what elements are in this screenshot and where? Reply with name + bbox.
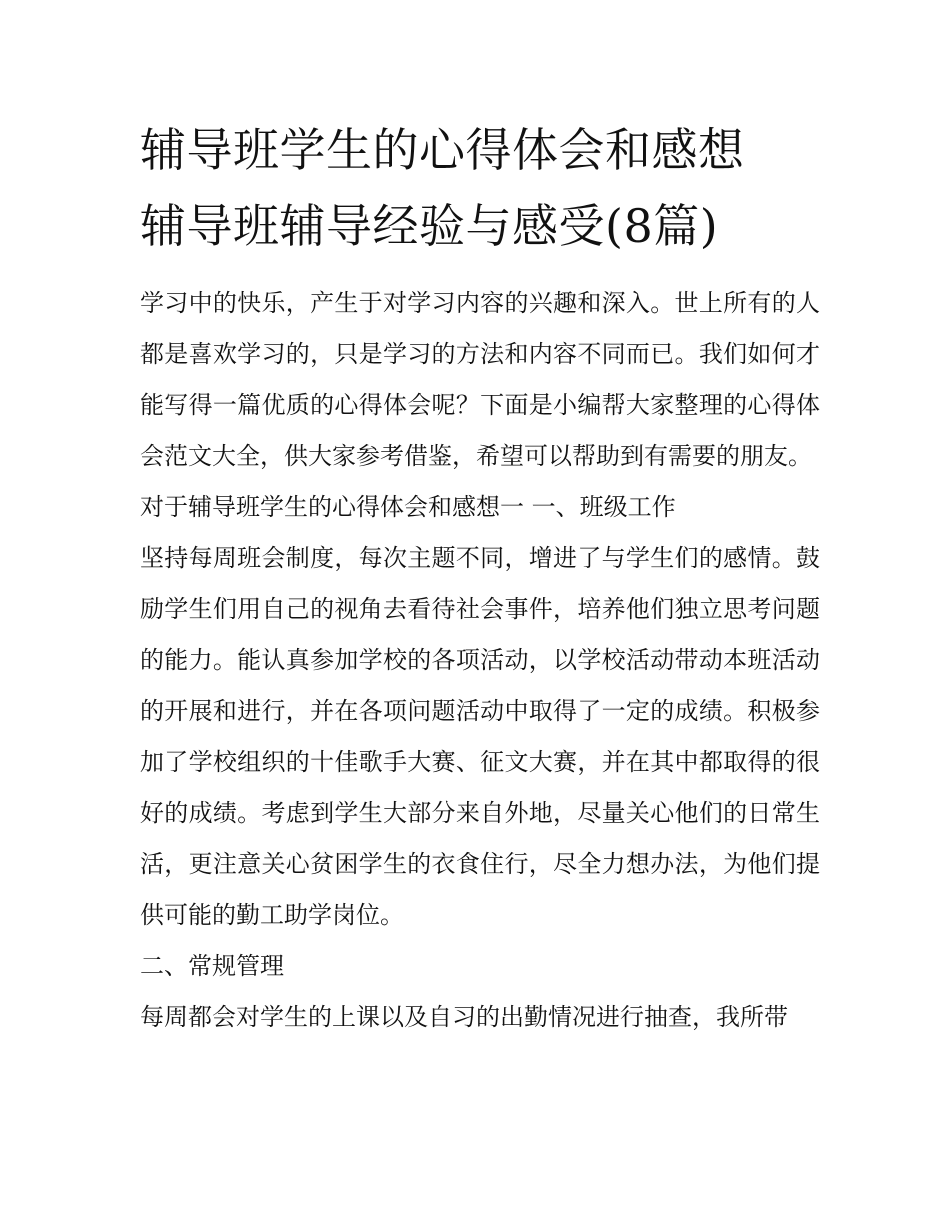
document-content bbox=[140, 112, 820, 1043]
intro-paragraph: 学习中的快乐，产生于对学习内容的兴趣和深入。世上所有的人都是喜欢学习的，只是学习的方法和内容不同而已。我们如何才能写得一篇优质的心得体会呢？下面是小编帮大家整理的心得体会范文大全，供大家参考借鉴，希望可以帮助到有需要的朋友。 bbox=[140, 289, 820, 470]
body-paragraph: 坚持每周班会制度，每次主题不同，增进了与学生们的感情。鼓励学生们用自己的视角去看待社会事件，培养他们独立思考问题的能力。能认真参加学校的各项活动，以学校活动带动本班活动的开展和进行，并在各项问题活动中取得了一定的成绩。积极参加了学校组织的十佳歌手大赛、征文大赛，并在其中都取得的很好的成绩。考虑到学生大部分来自外地，尽量关心他们的日常生活，更注意关心贫困学生的衣食住行，尽全力想办法，为他们提供可能的勤工助学岗位。 bbox=[140, 544, 820, 929]
document-title bbox=[140, 112, 820, 264]
section-heading-1: 对于辅导班学生的心得体会和感想一 一、班级工作 bbox=[140, 493, 676, 521]
title-line-1: 辅导班学生的心得体会和感想 bbox=[140, 123, 745, 177]
section-heading-2: 二、常规管理 bbox=[140, 952, 284, 980]
body-paragraph: 每周都会对学生的上课以及自习的出勤情况进行抽查，我所带 bbox=[140, 1003, 788, 1031]
title-line-2: 辅导班辅导经验与感受(8篇) bbox=[140, 199, 719, 253]
